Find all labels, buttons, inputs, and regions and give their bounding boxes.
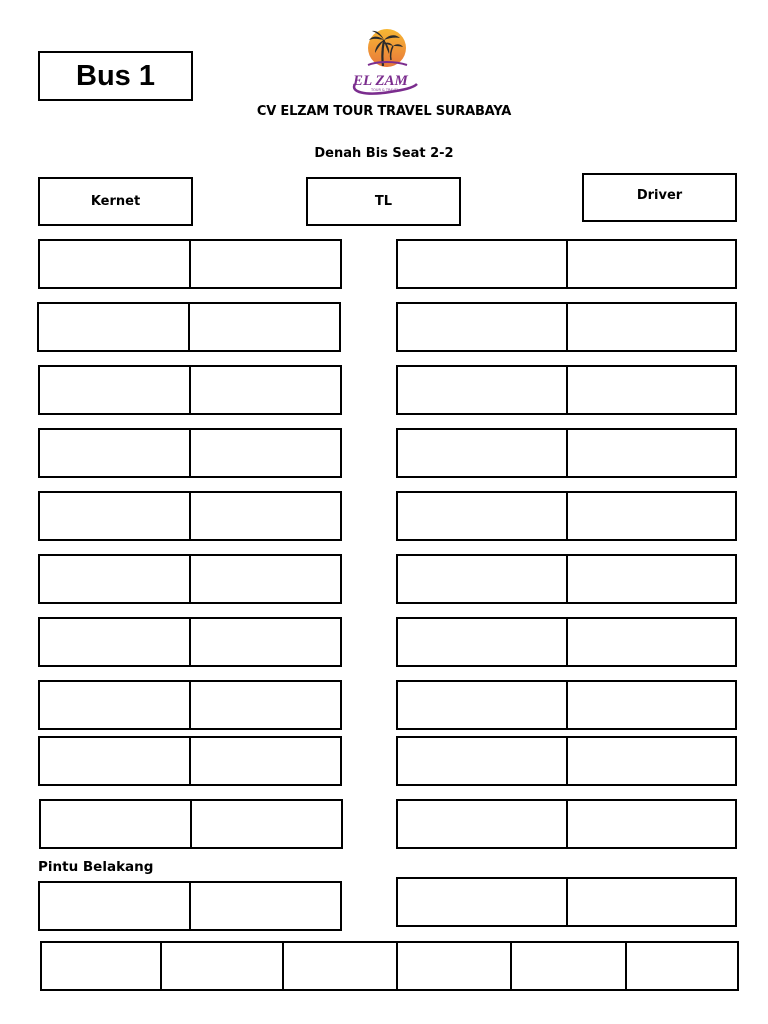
seat-cell — [398, 619, 566, 665]
seat-row-right — [396, 799, 737, 849]
rear-door-label: Pintu Belakang — [38, 859, 154, 875]
seat-row-right — [396, 554, 737, 604]
company-name: CV ELZAM TOUR TRAVEL SURABAYA — [256, 104, 512, 119]
seat-cell — [566, 682, 736, 728]
seat-row-left — [37, 302, 341, 352]
seat-cell — [40, 883, 189, 929]
seat-row-right — [396, 239, 737, 289]
seat-cell — [189, 883, 340, 929]
seat-row-left — [38, 554, 342, 604]
seat-cell — [566, 430, 736, 476]
seat-cell — [40, 430, 189, 476]
seat-cell — [39, 304, 188, 350]
logo-tagline: TOUR & TRAVEL — [371, 88, 399, 92]
bus-title-box — [38, 51, 193, 101]
seat-cell — [189, 430, 340, 476]
seat-row-right — [396, 617, 737, 667]
seat-row-left — [38, 365, 342, 415]
seat-cell — [40, 241, 189, 287]
seat-cell — [566, 619, 736, 665]
seat-row-left — [38, 239, 342, 289]
seat-row-left — [38, 617, 342, 667]
back-bench-row — [40, 941, 739, 991]
seat-cell — [40, 493, 189, 539]
seat-cell — [566, 493, 736, 539]
seat-cell — [40, 738, 189, 784]
seat-row-left — [38, 491, 342, 541]
seat-row-right — [396, 302, 737, 352]
seat-cell — [398, 430, 566, 476]
seat-cell — [566, 738, 736, 784]
seat-cell — [566, 556, 736, 602]
seat-cell — [190, 801, 341, 847]
seat-cell — [160, 943, 282, 989]
logo-text: EL ZAM — [353, 73, 408, 89]
seat-cell — [398, 879, 566, 925]
kernet-seat — [38, 177, 193, 226]
driver-label: Driver — [636, 188, 683, 203]
kernet-label: Kernet — [90, 194, 141, 209]
seat-row-left — [39, 799, 343, 849]
seat-row-right — [396, 680, 737, 730]
seat-cell — [40, 682, 189, 728]
seat-cell — [398, 556, 566, 602]
seat-cell — [40, 367, 189, 413]
seat-cell — [189, 682, 340, 728]
seat-cell — [189, 493, 340, 539]
tl-label: TL — [374, 194, 393, 209]
seat-row-right — [396, 491, 737, 541]
seat-row-right — [396, 428, 737, 478]
seat-cell — [398, 367, 566, 413]
layout-subtitle: Denah Bis Seat 2-2 — [314, 146, 454, 161]
seat-cell — [189, 241, 340, 287]
seat-cell — [566, 801, 736, 847]
palm-sunset-logo-icon — [345, 26, 423, 98]
seat-cell — [40, 619, 189, 665]
seat-row-left — [38, 428, 342, 478]
driver-seat — [582, 173, 737, 222]
seat-cell — [189, 367, 340, 413]
seat-row-left — [38, 736, 342, 786]
seat-cell — [566, 241, 736, 287]
seat-cell — [42, 943, 160, 989]
seat-cell — [188, 304, 339, 350]
seat-cell — [396, 943, 510, 989]
seat-row-right — [396, 877, 737, 927]
seat-cell — [189, 556, 340, 602]
tl-seat — [306, 177, 461, 226]
seat-cell — [566, 879, 736, 925]
seat-cell — [398, 801, 566, 847]
seat-cell — [189, 619, 340, 665]
seat-cell — [40, 556, 189, 602]
seat-cell — [398, 241, 566, 287]
seat-cell — [398, 682, 566, 728]
seat-cell — [398, 304, 566, 350]
seat-cell — [189, 738, 340, 784]
seat-row-right — [396, 736, 737, 786]
seat-cell — [282, 943, 396, 989]
seat-cell — [398, 738, 566, 784]
seat-cell — [566, 304, 736, 350]
seat-row-left — [38, 680, 342, 730]
seat-cell — [398, 493, 566, 539]
seat-cell — [625, 943, 737, 989]
seat-row-right — [396, 365, 737, 415]
seat-row-left — [38, 881, 342, 931]
seat-cell — [566, 367, 736, 413]
seat-cell — [41, 801, 190, 847]
seat-cell — [510, 943, 625, 989]
bus-title: Bus 1 — [76, 59, 155, 92]
